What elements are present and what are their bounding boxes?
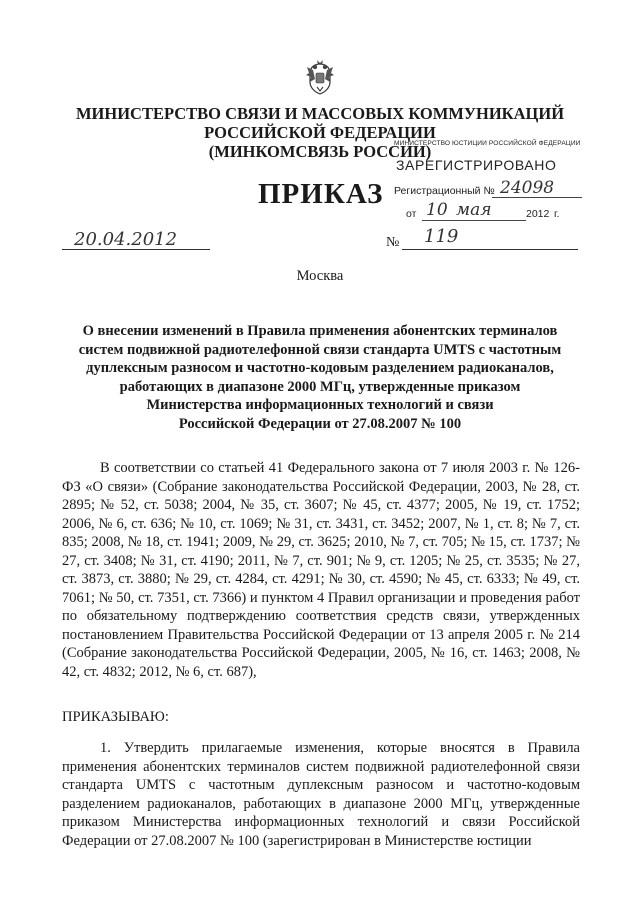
stamp-reg-number-label: Регистрационный № xyxy=(394,185,495,197)
stamp-status: ЗАРЕГИСТРИРОВАНО xyxy=(396,157,557,173)
title-line: дуплексным разносом и частотно-кодовым разделением радиоканалов, xyxy=(86,360,554,377)
number-underline xyxy=(402,249,578,250)
city: Москва xyxy=(296,268,344,284)
order-number-sign: № xyxy=(386,235,400,250)
stamp-date-prefix: от xyxy=(406,208,417,220)
order-number-handwritten: 119 xyxy=(424,226,459,247)
stamp-date-day: 10 xyxy=(426,200,448,220)
title-line: Министерства информационных технологий и связи xyxy=(146,397,494,414)
order-title xyxy=(60,322,580,434)
title-line: Российской Федерации от 27.08.2007 № 100 xyxy=(178,415,462,432)
title-line: систем подвижной радиотелефонной связи стандарта UMTS с частотным xyxy=(78,341,562,358)
stamp-reg-number: 24098 xyxy=(500,178,555,198)
stamp-date-year: 2012 xyxy=(526,208,550,220)
title-line: работающих в диапазоне 2000 МГц, утвержденные приказом xyxy=(119,378,521,395)
item-1-paragraph: 1. Утвердить прилагаемые изменения, которые вносятся в Правила применения абонентских терминалов систем подвижной радиотелефонной связи стандарта UMTS с частотным дуплексным разносом и частотно-кодовым разделением радиоканалов, работающих в диапазоне 2000 МГц, утвержденные приказом Министерства информационных технологий и связи Российской Федерации от 27.08.2007 № 100 (зарегистрирован в Министерстве юстиции xyxy=(62,740,580,849)
doc-type-title: ПРИКАЗ xyxy=(258,178,384,210)
russian-coat-of-arms-icon xyxy=(302,58,338,96)
stamp-date-suffix: г. xyxy=(554,208,560,220)
registration-stamp xyxy=(388,132,588,224)
preamble-paragraph: В соответствии со статьей 41 Федерального закона от 7 июля 2003 г. № 126-ФЗ «О связи» (Собрание законодательства Российской Федерации, 2003, № 28, ст. 2895; № 52, ст. 5038; 2004, № 35, ст. 3607; № 45, ст. 4377; 2005, № 19, ст. 1752; 2006, № 6, ст. 636; № 10, ст. 1069; № 31, ст. 3431, ст. 3452; 2007, № 1, ст. 8; № 7, ст. 835; 2008, № 18, ст. 1941; 2009, № 29, ст. 3625; 2010, № 7, ст. 705; № 15, ст. 1737; № 27, ст. 3408; № 31, ст. 4190; 2011, № 7, ст. 901; № 9, ст. 1205; № 25, ст. 3535; № 27, ст. 3873, ст. 3880; № 29, ст. 4284, ст. 4291; № 30, ст. 4590; № 45, ст. 6333; № 49, ст. 7061; № 50, ст. 7351, ст. 7366) и пунктом 4 Правил организации и проведения работ по обязательному подтверждению соответствия средств связи, утвержденных постановлением Правительства Российской Федерации от 13 апреля 2005 г. № 214 (Собрание законодательства Российской Федерации, 2005, № 16, ст. 1463; 2008, № 42, ст. 4832; 2012, № 6, ст. 687), xyxy=(62,460,580,680)
date-underline xyxy=(62,249,210,250)
ministry-line: РОССИЙСКОЙ ФЕДЕРАЦИИ xyxy=(204,123,436,142)
order-word: ПРИКАЗЫВАЮ: xyxy=(62,709,169,725)
title-line: О внесении изменений в Правила применения абонентских терминалов xyxy=(82,323,558,339)
stamp-organization: МИНИСТЕРСТВО ЮСТИЦИИ РОССИЙСКОЙ ФЕДЕРАЦИИ xyxy=(394,140,581,147)
ministry-line: (МИНКОМСВЯЗЬ РОССИИ) xyxy=(208,142,432,161)
ministry-line: МИНИСТЕРСТВО СВЯЗИ И МАССОВЫХ КОММУНИКАЦИЙ xyxy=(75,104,565,123)
stamp-date-month: мая xyxy=(456,200,492,220)
order-date-handwritten: 20.04.2012 xyxy=(74,229,178,250)
